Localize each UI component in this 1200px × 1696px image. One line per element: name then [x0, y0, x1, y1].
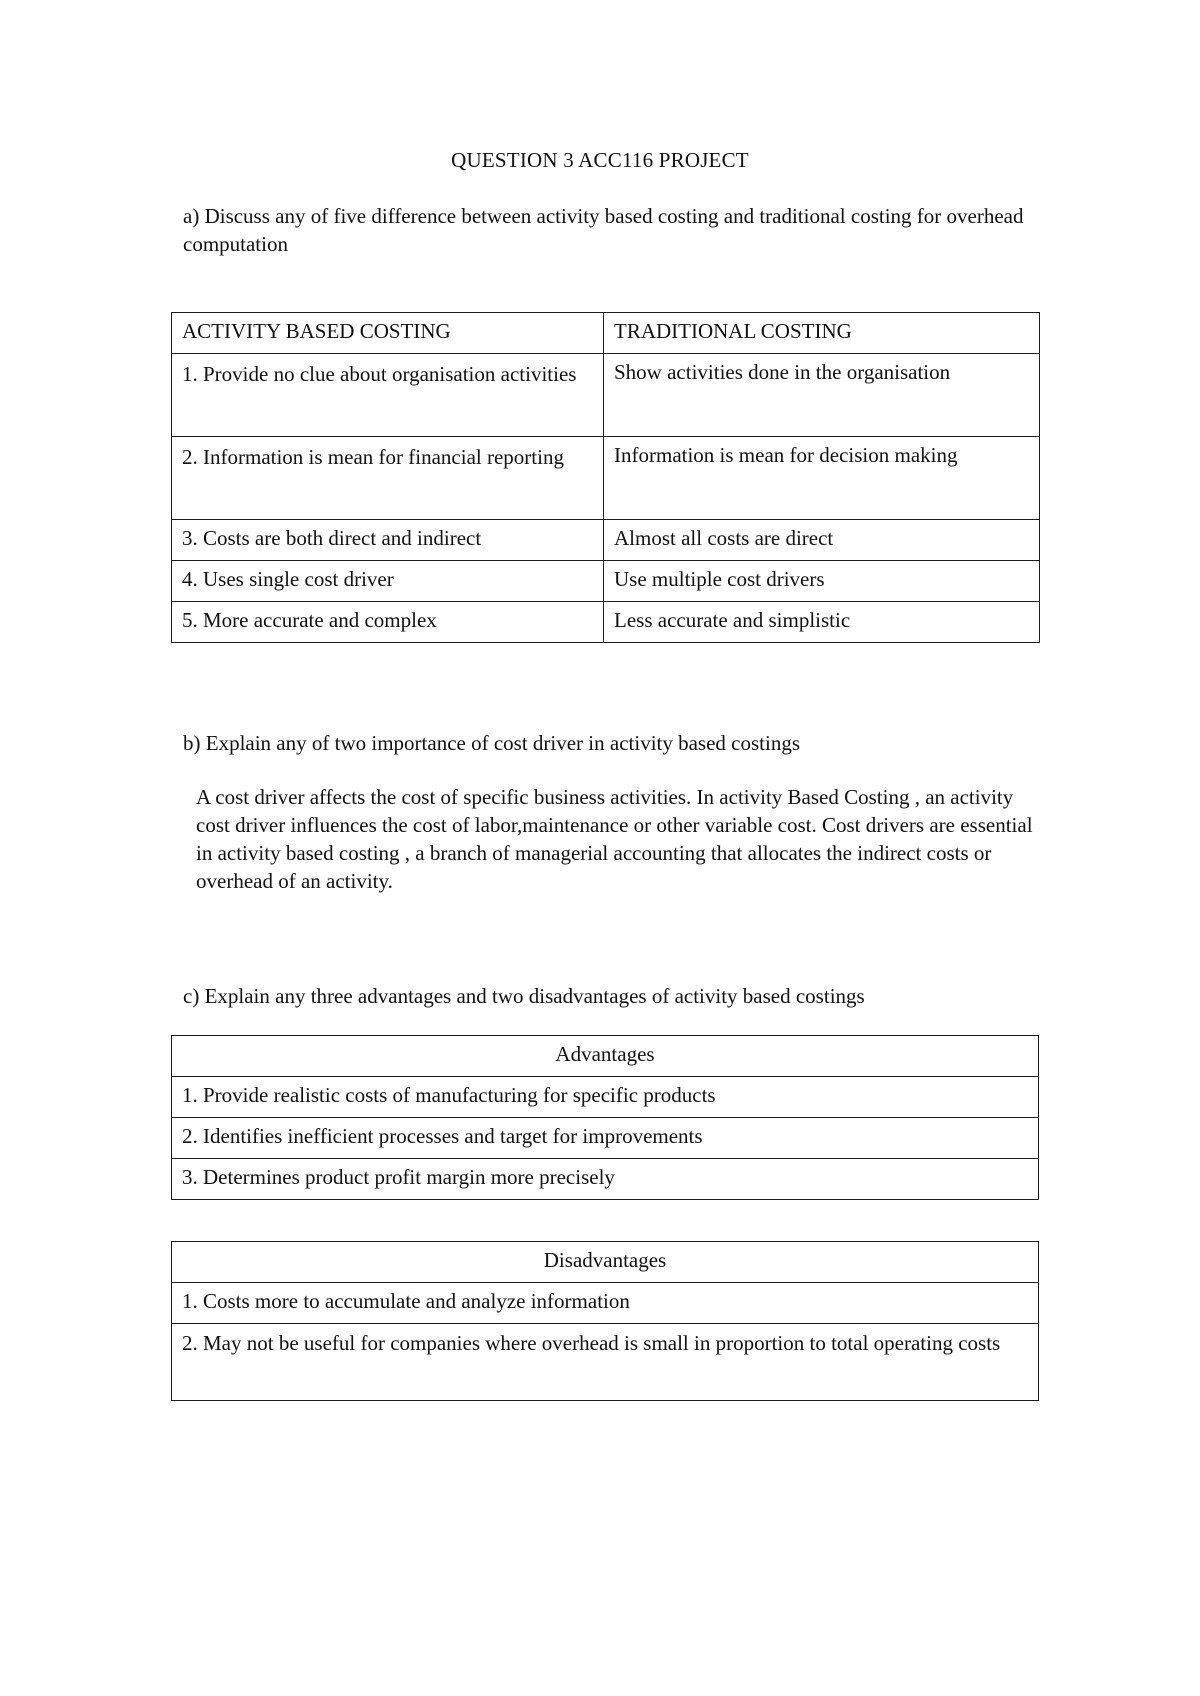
question-b: b) Explain any of two importance of cost driver in activity based costings: [183, 731, 801, 755]
advantage-item: 3. Determines product profit margin more precisely: [172, 1159, 1039, 1200]
disadvantage-item: 2. May not be useful for companies where overhead is small in proportion to total operating costs: [172, 1324, 1039, 1401]
traditional-cell: Almost all costs are direct: [604, 520, 1040, 561]
disadvantage-item: 1. Costs more to accumulate and analyze information: [172, 1283, 1039, 1324]
header-traditional: TRADITIONAL COSTING: [604, 313, 1040, 354]
answer-b: [183, 783, 1033, 895]
disadvantages-header: Disadvantages: [172, 1242, 1039, 1283]
advantages-table: [171, 1035, 1039, 1200]
table-row: [172, 1077, 1039, 1118]
abc-cell: 5. More accurate and complex: [172, 602, 604, 643]
header-abc: ACTIVITY BASED COSTING: [172, 313, 604, 354]
advantages-header: Advantages: [172, 1036, 1039, 1077]
page-title: QUESTION 3 ACC116 PROJECT: [451, 148, 749, 172]
table-header-row: [172, 1036, 1039, 1077]
disadvantages-table: [171, 1241, 1039, 1401]
question-c: c) Explain any three advantages and two disadvantages of activity based costings: [183, 984, 865, 1008]
abc-cell: 1. Provide no clue about organisation activities: [172, 354, 604, 437]
table-header-row: [172, 313, 1040, 354]
table-row: [172, 437, 1040, 520]
table-row: [172, 1324, 1039, 1401]
abc-cell: 4. Uses single cost driver: [172, 561, 604, 602]
table-row: [172, 1159, 1039, 1200]
table-header-row: [172, 1242, 1039, 1283]
traditional-cell: Less accurate and simplistic: [604, 602, 1040, 643]
traditional-cell: Information is mean for decision making: [604, 437, 1040, 520]
traditional-cell: Use multiple cost drivers: [604, 561, 1040, 602]
question-a: a) Discuss any of five difference between activity based costing and traditional costing for overhead computation: [183, 204, 1024, 256]
abc-cell: 2. Information is mean for financial reporting: [172, 437, 604, 520]
table-row: [172, 561, 1040, 602]
table-row: [172, 1118, 1039, 1159]
table-row: [172, 354, 1040, 437]
traditional-cell: Show activities done in the organisation: [604, 354, 1040, 437]
advantage-item: 2. Identifies inefficient processes and target for improvements: [172, 1118, 1039, 1159]
table-row: [172, 602, 1040, 643]
answer-b-text: A cost driver affects the cost of specific business activities. In activity Based Costing , an activity cost driver influences the cost of labor,maintenance or other variable cost. Cost drivers are essential in activity based costing , a branch of managerial accounting that allocates the indirect costs or overhead of an activity.: [196, 785, 1033, 893]
table-row: [172, 520, 1040, 561]
abc-vs-traditional-table: [171, 312, 1040, 643]
table-row: [172, 1283, 1039, 1324]
abc-cell: 3. Costs are both direct and indirect: [172, 520, 604, 561]
advantage-item: 1. Provide realistic costs of manufacturing for specific products: [172, 1077, 1039, 1118]
